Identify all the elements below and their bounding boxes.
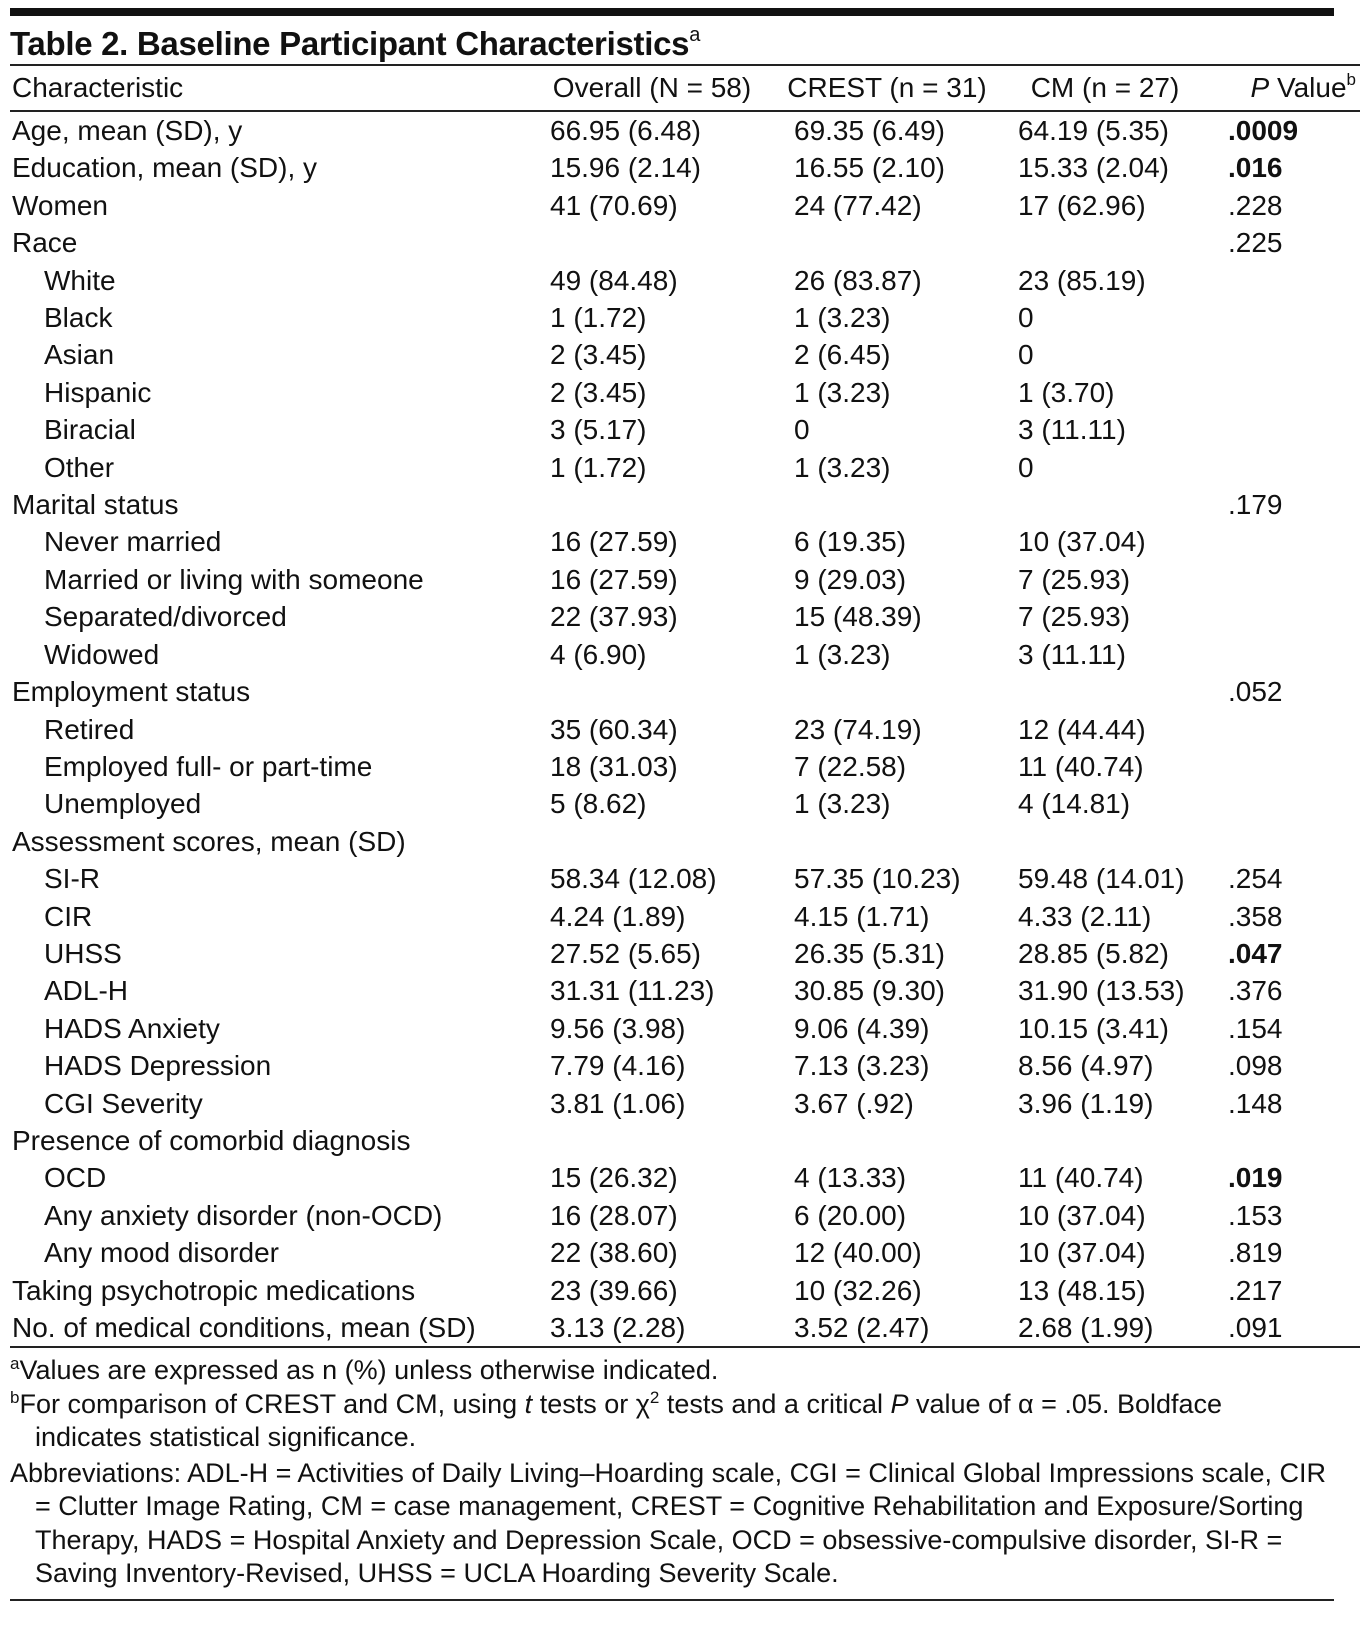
header-p-italic: P [1250,72,1270,103]
cell-p-value: .179 [1228,489,1283,521]
cell-cm: 15.33 (2.04) [1018,152,1169,184]
table-title-footnote-mark: a [689,24,701,46]
cell-overall: 2 (3.45) [550,339,647,371]
table-row [10,1272,1360,1309]
cell-cm: 12 (44.44) [1018,713,1146,745]
footnote-b-text-3: tests and a critical [659,1388,891,1419]
cell-crest [772,673,1002,710]
footnote-a-mark: a [10,1354,20,1374]
cell-crest: 2 (6.45) [794,339,891,371]
cell-cm: 59.48 (14.01) [1018,863,1185,895]
cell-overall: 4.24 (1.89) [550,900,686,932]
row-label: UHSS [44,937,122,969]
header-overall: Overall (N = 58) [552,72,752,103]
cell-p-value: .376 [1228,975,1283,1007]
table-row [10,860,1360,897]
cell-overall [512,224,772,261]
table-row [10,486,1360,523]
cell-crest: 12 (40.00) [794,1237,922,1269]
cell-overall: 16 (28.07) [550,1199,678,1231]
cell-cm: 7 (25.93) [1018,563,1131,595]
cell-cm: 7 (25.93) [1018,601,1131,633]
cell-p-value [1208,523,1360,560]
table-row [10,636,1360,673]
cell-overall: 2 (3.45) [550,376,647,408]
cell-crest: 24 (77.42) [794,189,922,221]
cell-crest: 15 (48.39) [794,601,922,633]
row-label: Separated/divorced [44,601,287,633]
footnote-a-text: Values are expressed as n (%) unless otherwise indicated. [19,1355,719,1386]
cell-crest: 9.06 (4.39) [794,1012,930,1044]
cell-cm: 10 (37.04) [1018,526,1146,558]
cell-overall: 4 (6.90) [550,638,647,670]
table-footnotes [10,1354,1334,1591]
cell-cm: 0 [1018,339,1034,371]
cell-overall: 9.56 (3.98) [550,1012,686,1044]
cell-p-value: .154 [1228,1012,1283,1044]
cell-p-value: .0009 [1228,115,1299,146]
cell-p-value [1208,336,1360,373]
table-row [10,111,1360,149]
cell-cm: 3 (11.11) [1018,638,1126,670]
cell-p-value: .016 [1228,152,1283,184]
bottom-rule [10,1599,1334,1601]
cell-p-value [1208,598,1360,635]
cell-overall: 3.81 (1.06) [550,1087,686,1119]
cell-p-value: .148 [1228,1087,1283,1119]
cell-crest: 30.85 (9.30) [794,975,945,1007]
header-characteristic: Characteristic [12,72,184,103]
cell-cm: 0 [1018,302,1034,334]
cell-overall: 1 (1.72) [550,302,647,334]
cell-crest: 4.15 (1.71) [794,900,930,932]
cell-cm [1002,673,1208,710]
cell-crest: 69.35 (6.49) [794,115,945,146]
cell-crest: 16.55 (2.10) [794,152,945,184]
footnote-b-text-4: value of α = .05. Boldface indicates statistical significance. [35,1388,1223,1453]
row-label: Black [44,302,113,334]
cell-crest: 1 (3.23) [794,376,891,408]
cell-p-value: .358 [1228,900,1283,932]
row-label: HADS Depression [44,1050,272,1082]
table-row [10,673,1360,710]
cell-p-value: .819 [1228,1237,1283,1269]
cell-p-value: .254 [1228,863,1283,895]
table-row [10,823,1360,860]
footnote-b-text-2: tests or χ [532,1388,650,1419]
cell-overall: 3 (5.17) [550,414,647,446]
cell-crest: 26 (83.87) [794,264,922,296]
table-header-row [10,65,1360,111]
row-label: Race [12,227,78,259]
header-crest: CREST (n = 31) [787,72,987,103]
cell-overall: 27.52 (5.65) [550,937,701,969]
table-row [10,711,1360,748]
table-row [10,561,1360,598]
cell-overall: 22 (38.60) [550,1237,678,1269]
row-label: Asian [44,339,115,371]
row-label: Marital status [12,489,179,521]
table-row [10,898,1360,935]
cell-overall: 5 (8.62) [550,788,647,820]
cell-p-value [1208,1122,1360,1159]
cell-p-value [1208,374,1360,411]
row-label: OCD [44,1162,107,1194]
table-row [10,1234,1360,1271]
cell-crest: 10 (32.26) [794,1274,922,1306]
table-row [10,1085,1360,1122]
table-container [10,8,1356,1601]
cell-p-value: .052 [1228,676,1283,708]
cell-p-value: .225 [1228,227,1283,259]
cell-cm: 64.19 (5.35) [1018,115,1169,146]
table-row [10,374,1360,411]
cell-cm: 17 (62.96) [1018,189,1146,221]
cell-crest: 23 (74.19) [794,713,922,745]
cell-cm [1002,823,1208,860]
cell-crest: 3.67 (.92) [794,1087,914,1119]
row-label: Other [44,451,115,483]
cell-crest: 9 (29.03) [794,563,907,595]
cell-cm: 13 (48.15) [1018,1274,1146,1306]
cell-crest [772,224,1002,261]
cell-cm [1002,1122,1208,1159]
cell-cm: 3.96 (1.19) [1018,1087,1154,1119]
row-label: Education, mean (SD), y [12,152,318,184]
cell-p-value: .217 [1228,1274,1283,1306]
cell-cm: 2.68 (1.99) [1018,1312,1154,1343]
row-label: Taking psychotropic medications [12,1274,416,1306]
row-label: CIR [44,900,93,932]
table-row [10,1010,1360,1047]
row-label: SI-R [44,863,100,895]
table-row [10,972,1360,1009]
cell-overall: 66.95 (6.48) [550,115,701,146]
cell-crest: 57.35 (10.23) [794,863,961,895]
table-row [10,748,1360,785]
cell-crest: 3.52 (2.47) [794,1312,930,1343]
footnote-a [10,1354,1334,1388]
row-label: Hispanic [44,376,152,408]
cell-crest: 1 (3.23) [794,638,891,670]
cell-p-value: .091 [1228,1312,1283,1343]
cell-cm [1002,486,1208,523]
footnote-b-p: P [890,1388,909,1419]
cell-p-value: .098 [1228,1050,1283,1082]
cell-overall: 15 (26.32) [550,1162,678,1194]
cell-p-value [1208,411,1360,448]
cell-crest [772,1122,1002,1159]
cell-overall: 15.96 (2.14) [550,152,701,184]
cell-overall: 23 (39.66) [550,1274,678,1306]
footnote-b-mark: b [10,1387,20,1407]
cell-cm: 23 (85.19) [1018,264,1146,296]
header-p-footnote-mark: b [1346,70,1356,89]
table-row [10,262,1360,299]
table-row [10,1159,1360,1196]
cell-overall: 1 (1.72) [550,451,647,483]
header-cm: CM (n = 27) [1030,72,1180,103]
characteristics-table [10,64,1360,1348]
row-label: ADL-H [44,975,129,1007]
cell-p-value [1208,262,1360,299]
cell-p-value [1208,299,1360,336]
row-label: Married or living with someone [44,563,424,595]
table-row [10,935,1360,972]
row-label: Any mood disorder [44,1237,280,1269]
table-row [10,224,1360,261]
cell-crest: 6 (20.00) [794,1199,907,1231]
cell-overall [512,1122,772,1159]
cell-overall: 58.34 (12.08) [550,863,717,895]
cell-crest: 7 (22.58) [794,750,907,782]
table-row [10,299,1360,336]
row-label: CGI Severity [44,1087,203,1119]
table-row [10,523,1360,560]
cell-overall: 16 (27.59) [550,526,678,558]
row-label: Widowed [44,638,160,670]
cell-crest: 1 (3.23) [794,788,891,820]
table-row [10,1122,1360,1159]
cell-cm: 4.33 (2.11) [1018,900,1152,932]
row-label: Assessment scores, mean (SD) [12,825,406,857]
row-label: Women [12,189,108,221]
cell-p-value [1208,561,1360,598]
header-p-value [1208,65,1360,111]
table-row [10,1047,1360,1084]
cell-p-value [1208,711,1360,748]
cell-crest: 0 [794,414,810,446]
cell-overall: 16 (27.59) [550,563,678,595]
cell-cm: 0 [1018,451,1034,483]
cell-crest: 26.35 (5.31) [794,937,945,969]
cell-cm: 10 (37.04) [1018,1237,1146,1269]
row-label: HADS Anxiety [44,1012,220,1044]
table-row [10,149,1360,186]
cell-overall: 41 (70.69) [550,189,678,221]
cell-overall: 49 (84.48) [550,264,678,296]
row-label: Biracial [44,414,136,446]
table-body [10,111,1360,1347]
cell-overall [512,823,772,860]
row-label: Unemployed [44,788,202,820]
row-label: Employment status [12,676,251,708]
row-label: Employed full- or part-time [44,750,373,782]
table-row [10,1309,1360,1347]
cell-p-value [1208,636,1360,673]
footnote-b-t: t [524,1388,533,1419]
cell-cm: 1 (3.70) [1018,376,1115,408]
cell-crest: 7.13 (3.23) [794,1050,930,1082]
cell-p-value: .047 [1228,937,1283,969]
row-label: Never married [44,526,222,558]
cell-overall [512,486,772,523]
row-label: No. of medical conditions, mean (SD) [12,1312,476,1343]
cell-crest: 4 (13.33) [794,1162,907,1194]
cell-p-value [1208,449,1360,486]
cell-p-value [1208,823,1360,860]
table-row [10,598,1360,635]
cell-overall: 7.79 (4.16) [550,1050,686,1082]
cell-p-value: .228 [1228,189,1283,221]
footnote-b-text-1: For comparison of CREST and CM, using [19,1388,525,1419]
footnote-abbreviations: Abbreviations: ADL-H = Activities of Daily Living–Hoarding scale, CGI = Clinical Global Impressions scale, CIR = Clutter Image Rating, CM = case management, CREST = Cognitive Rehabilitation and Exposure/Sorting Therapy, HADS = Hospital Anxiety and Depression Scale, OCD = obsessive-compulsive disorder, SI-R = Saving Inventory-Revised, UHSS = UCLA Hoarding Severity Scale. [10,1457,1327,1589]
cell-cm [1002,224,1208,261]
cell-cm: 11 (40.74) [1018,1162,1144,1194]
cell-cm: 3 (11.11) [1018,414,1126,446]
cell-p-value [1208,748,1360,785]
table-title-text: Table 2. Baseline Participant Characteristics [10,25,690,62]
cell-overall: 3.13 (2.28) [550,1312,686,1343]
footnote-b-squared: 2 [649,1387,660,1407]
row-label: Age, mean (SD), y [12,115,243,146]
cell-overall: 31.31 (11.23) [550,975,715,1007]
cell-cm: 8.56 (4.97) [1018,1050,1154,1082]
table-title [10,24,1334,64]
table-row [10,449,1360,486]
top-rule [10,8,1334,16]
cell-cm: 4 (14.81) [1018,788,1131,820]
cell-cm: 31.90 (13.53) [1018,975,1185,1007]
cell-cm: 11 (40.74) [1018,750,1144,782]
header-p-rest: Value [1269,72,1347,103]
cell-p-value: .019 [1228,1162,1283,1194]
cell-cm: 28.85 (5.82) [1018,937,1169,969]
footnote-b [10,1388,1334,1455]
row-label: Presence of comorbid diagnosis [12,1124,411,1156]
row-label: White [44,264,116,296]
cell-overall: 18 (31.03) [550,750,678,782]
cell-crest: 1 (3.23) [794,451,891,483]
table-row [10,336,1360,373]
table-row [10,1197,1360,1234]
cell-p-value [1208,785,1360,822]
table-row [10,411,1360,448]
cell-crest: 1 (3.23) [794,302,891,334]
table-row [10,187,1360,224]
row-label: Retired [44,713,135,745]
cell-crest [772,823,1002,860]
cell-overall [512,673,772,710]
cell-crest [772,486,1002,523]
cell-crest: 6 (19.35) [794,526,907,558]
cell-overall: 35 (60.34) [550,713,678,745]
table-row [10,785,1360,822]
cell-overall: 22 (37.93) [550,601,678,633]
row-label: Any anxiety disorder (non-OCD) [44,1199,443,1231]
cell-cm: 10.15 (3.41) [1018,1012,1169,1044]
cell-cm: 10 (37.04) [1018,1199,1146,1231]
cell-p-value: .153 [1228,1199,1283,1231]
